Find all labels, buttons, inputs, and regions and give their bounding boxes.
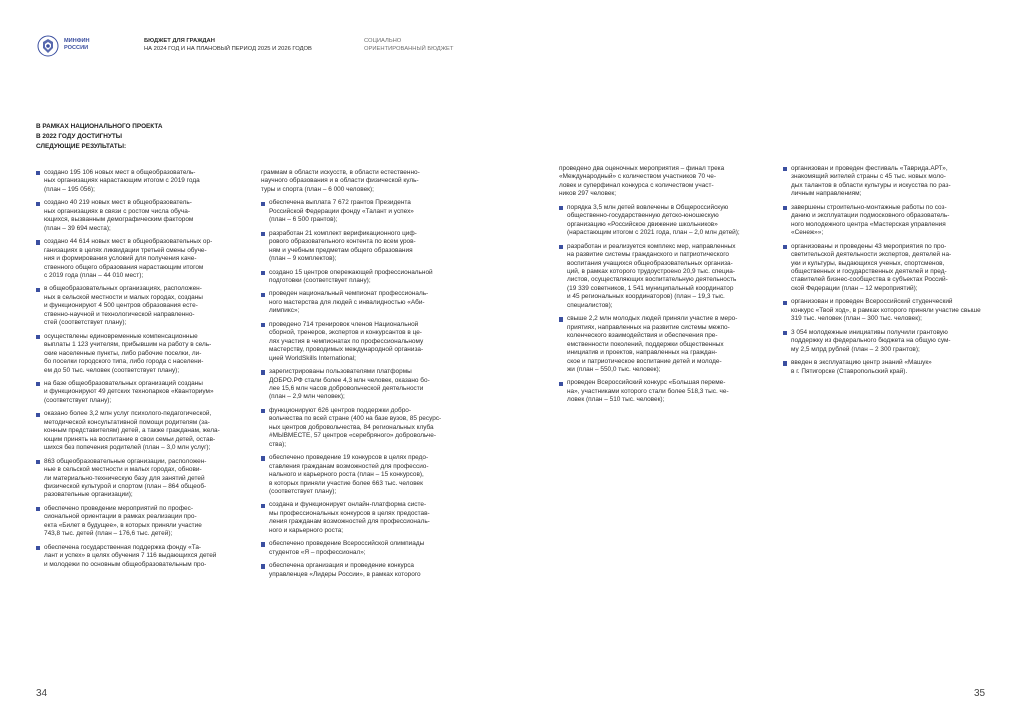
text-line: личным направлениям; bbox=[791, 190, 862, 198]
text-line: физической культурой и спортом (план – 864 общеоб- bbox=[44, 482, 207, 490]
text-line: организованы и проведены 43 мероприятия по про- bbox=[791, 242, 947, 250]
bullet-square-icon bbox=[261, 370, 265, 374]
bullet-square-icon bbox=[261, 293, 265, 297]
text-line: проведен Всероссийский конкурс «Большая переме- bbox=[567, 379, 726, 387]
text-line: выплаты 1 123 учителям, прибывшим на работу в сель- bbox=[44, 341, 212, 349]
page-number-right: 35 bbox=[974, 688, 986, 699]
bullet-square-icon bbox=[36, 288, 40, 292]
text-line: ставления гражданам возможностей для профессио- bbox=[269, 462, 429, 470]
list-item bbox=[559, 379, 770, 404]
text-line: обеспечено проведение мероприятий по профес- bbox=[44, 504, 193, 512]
text-line: вольчества по всей стране (400 на базе вузов, 85 ресурс- bbox=[269, 415, 442, 423]
column-4 bbox=[783, 165, 994, 376]
text-line: на базе общеобразовательных организаций созданы bbox=[44, 379, 203, 387]
bullet-square-icon bbox=[36, 507, 40, 511]
text-line: подготовки (соответствует плану); bbox=[269, 276, 371, 284]
text-line: ли материально-техническую базу для занятий детей bbox=[44, 474, 205, 482]
list-item bbox=[36, 285, 247, 327]
bullet-square-icon bbox=[261, 456, 265, 460]
list-item bbox=[36, 380, 247, 405]
bullet-square-icon bbox=[261, 504, 265, 508]
text-line: общественно-государственную детско-юношескую bbox=[567, 212, 719, 220]
text-line: му 2,5 млрд рублей (план – 2 300 грантов); bbox=[791, 345, 920, 353]
text-line: ления гражданам возможностей для профессиональ- bbox=[269, 518, 430, 526]
page-number-left: 34 bbox=[36, 688, 48, 699]
text-line: ющим принять на воспитание в свои семьи детей, остав- bbox=[44, 435, 216, 443]
bullet-square-icon bbox=[261, 271, 265, 275]
text-line: методической консультативной помощи родителям (за- bbox=[44, 418, 210, 426]
text-line: ловек и суперфинал конкурса с количеством участ- bbox=[559, 181, 714, 189]
text-line: ников 297 человек; bbox=[559, 190, 617, 198]
bullet-square-icon bbox=[36, 382, 40, 386]
text-line: «Сенеж»»; bbox=[791, 229, 824, 237]
text-line: управленцев «Лидеры России», в рамках которого bbox=[269, 570, 421, 578]
bullet-square-icon bbox=[36, 460, 40, 464]
text-line: светительской деятельности экспертов, деятелей на- bbox=[791, 251, 952, 259]
list-item bbox=[261, 562, 472, 579]
text-line: сиональной ориентации в рамках реализации про- bbox=[44, 513, 197, 521]
text-line: конным представителям) детей, а также гражданам, жела- bbox=[44, 427, 220, 435]
list-item bbox=[783, 329, 994, 354]
text-line: ного и карьерного роста; bbox=[269, 526, 344, 534]
text-line: граммам в области искусств, в области естественно- bbox=[261, 169, 420, 176]
bullet-square-icon bbox=[559, 245, 563, 249]
text-line: ных организациях в связи с ростом числа обуча- bbox=[44, 207, 190, 215]
text-line: «Международный» с количеством участников 70 че- bbox=[559, 173, 716, 181]
list-item bbox=[783, 243, 994, 294]
list-item bbox=[36, 458, 247, 500]
text-line: ного мастерства для людей с инвалидностью «Аби- bbox=[269, 298, 425, 306]
text-line: (нарастающим итогом с 2021 года, план – 2,0 млн детей); bbox=[567, 229, 740, 237]
right-page bbox=[512, 0, 1024, 724]
section-title: В РАМКАХ НАЦИОНАЛЬНОГО ПРОЕКТА В 2022 ГОДУ ДОСТИГНУТЫ СЛЕДУЮЩИЕ РЕЗУЛЬТАТЫ: bbox=[36, 123, 163, 150]
text-line: уки и культуры, выдающихся ученых, спортсменов, bbox=[791, 259, 945, 267]
bullet-square-icon bbox=[559, 382, 563, 386]
text-line: конкурс «Твой ход», в рамках которого приняли участие свыше bbox=[791, 306, 981, 314]
text-line: на развитие системы гражданского и патриотического bbox=[567, 251, 730, 259]
text-line: коленческого взаимодействия и обеспечения пре- bbox=[567, 332, 718, 340]
text-line: (19 339 советников, 1 541 муниципальный координатор bbox=[567, 284, 734, 292]
text-line: ДОБРО.РФ стали более 4,3 млн человек, оказано бо- bbox=[269, 376, 430, 384]
text-line: 3 054 молодежные инициативы получили грантовую bbox=[791, 328, 948, 336]
text-line: проведено два оценочных мероприятия – финал трека bbox=[559, 165, 725, 172]
list-item bbox=[261, 368, 472, 402]
bullet-square-icon bbox=[261, 232, 265, 236]
text-line: зарегистрированы пользователями платформы bbox=[269, 368, 412, 376]
text-line: 863 общеобразовательные организации, расположен- bbox=[44, 457, 207, 465]
text-line: организацию «Российское движение школьников» bbox=[567, 220, 718, 228]
text-line: осуществлены единовременные компенсационные bbox=[44, 332, 198, 340]
list-item bbox=[261, 501, 472, 535]
list-item bbox=[261, 269, 472, 286]
text-line: лее 15,6 млн часов добровольческой деятельности bbox=[269, 384, 424, 392]
text-line: ское и патриотическое воспитание детей и молоде- bbox=[567, 357, 722, 365]
text-line: шихся без попечения родителей (план – 3,0 млн услуг); bbox=[44, 444, 211, 452]
text-line: данию и эксплуатации подмосковного образователь- bbox=[791, 212, 950, 220]
text-line: ням и учебным предметам общего образования bbox=[269, 246, 413, 254]
text-line: мы профессиональных конкурсов в целях предостав- bbox=[269, 509, 430, 517]
list-item bbox=[559, 204, 770, 238]
text-line: разработан 21 комплект верификационного циф- bbox=[269, 229, 417, 237]
text-line: завершены строительно-монтажные работы по соз- bbox=[791, 203, 947, 211]
text-line: ские населенные пункты, либо рабочие поселки, ли- bbox=[44, 349, 202, 357]
bullet-square-icon bbox=[783, 301, 787, 305]
list-item bbox=[261, 321, 472, 363]
bullet-square-icon bbox=[36, 413, 40, 417]
bullet-square-icon bbox=[36, 171, 40, 175]
bullet-square-icon bbox=[36, 202, 40, 206]
bullet-square-icon bbox=[36, 240, 40, 244]
bullet-square-icon bbox=[261, 323, 265, 327]
text-line: (план – 39 694 места); bbox=[44, 224, 111, 232]
text-line: обеспечена выплата 7 672 грантов Президента bbox=[269, 199, 411, 207]
text-line: организован и проведен Всероссийский студенческий bbox=[791, 298, 953, 306]
text-line: лант и успех» в целях обучения 7 116 выдающихся детей bbox=[44, 552, 217, 560]
bullet-square-icon bbox=[783, 206, 787, 210]
list-item bbox=[261, 454, 472, 496]
text-line: знакомящий жителей страны с 45 тыс. новых моло- bbox=[791, 173, 946, 181]
bullet-square-icon bbox=[36, 335, 40, 339]
text-line: #МЫВМЕСТЕ, 57 центров «серебряного» добровольче- bbox=[269, 432, 437, 440]
text-line: ций, в рамках которого трудоустроено 20,9 тыс. специа- bbox=[567, 267, 735, 275]
text-line: создано 40 219 новых мест в общеобразователь- bbox=[44, 199, 192, 207]
text-line: на», участниками которого стали более 518,3 тыс. че- bbox=[567, 387, 729, 395]
text-line: обеспечено проведение Всероссийской олимпиады bbox=[269, 540, 425, 548]
text-line: (соответствует плану); bbox=[44, 396, 112, 404]
bullet-square-icon bbox=[783, 167, 787, 171]
text-line: ской Федерации (план – 12 мероприятий); bbox=[791, 284, 918, 292]
text-line: студентов «Я – профессионал»; bbox=[269, 548, 366, 556]
text-line: обеспечена организация и проведение конкурса bbox=[269, 562, 415, 570]
text-line: (соответствует плану); bbox=[269, 487, 337, 495]
text-line: научного образования и в области физической куль- bbox=[261, 177, 419, 185]
list-item bbox=[261, 230, 472, 264]
continued-text bbox=[261, 169, 472, 194]
list-item bbox=[559, 315, 770, 374]
text-line: ния и формирования условий для получения каче- bbox=[44, 255, 197, 263]
text-line: воспитания учащихся общеобразовательных организа- bbox=[567, 259, 733, 267]
text-line: туры и спорта (план – 6 000 человек); bbox=[261, 185, 374, 193]
text-line: екта «Билет в будущее», в которых приняли участие bbox=[44, 521, 202, 529]
text-line: рового образовательного контента по всем уров- bbox=[269, 238, 416, 246]
text-line: ственно-научной и технологической направленно- bbox=[44, 310, 195, 318]
text-line: стей (соответствует плану); bbox=[44, 319, 127, 327]
text-line: с 2019 года (план – 44 010 мест); bbox=[44, 271, 144, 279]
text-line: создана и функционирует онлайн-платформа систе- bbox=[269, 501, 427, 509]
text-line: свыше 2,2 млн молодых людей приняли участие в меро- bbox=[567, 315, 738, 323]
text-line: ственного общего образования нарастающим итогом bbox=[44, 263, 204, 271]
text-line: Российской Федерации фонду «Талант и успех» bbox=[269, 207, 414, 215]
text-line: ных центров добровольчества, 84 региональных клуба bbox=[269, 423, 434, 431]
text-line: нального и карьерного роста (план – 15 конкурсов), bbox=[269, 471, 424, 479]
bullet-square-icon bbox=[36, 546, 40, 550]
bullet-square-icon bbox=[261, 542, 265, 546]
doc-title: БЮДЖЕТ ДЛЯ ГРАЖДАН НА 2024 ГОД И НА ПЛАНОВЫЙ ПЕРИОД 2025 И 2026 ГОДОВ bbox=[144, 38, 312, 52]
text-line: поддержку из федерального бюджета на общую сум- bbox=[791, 337, 951, 345]
text-line: обеспечена государственная поддержка фонду «Та- bbox=[44, 543, 202, 551]
text-line: ловек (план – 510 тыс. человек); bbox=[567, 396, 665, 404]
text-line: мастерству, проводимых международной организа- bbox=[269, 346, 424, 354]
text-line: введен в эксплуатацию центр знаний «Машук» bbox=[791, 359, 932, 367]
text-line: инициатив и проектов, направленных на граждан- bbox=[567, 349, 718, 357]
text-line: и 45 региональных координаторов) (план – 19,3 тыс. bbox=[567, 293, 725, 301]
text-line: в г. Пятигорске (Ставропольский край). bbox=[791, 367, 908, 375]
bullet-square-icon bbox=[261, 564, 265, 568]
text-line: оказано более 3,2 млн услуг психолого-педагогической, bbox=[44, 410, 212, 418]
text-line: ства); bbox=[269, 440, 287, 448]
column-3 bbox=[559, 165, 770, 405]
list-item bbox=[36, 238, 247, 280]
text-line: емственности поколений, поддержки общественных bbox=[567, 340, 724, 348]
continued-text bbox=[559, 165, 770, 199]
list-item bbox=[261, 407, 472, 449]
text-line: сборной, тренеров, экспертов и конкурсантов в це- bbox=[269, 329, 422, 337]
list-item bbox=[261, 199, 472, 224]
text-line: (план – 9 комплектов); bbox=[269, 255, 337, 263]
list-item bbox=[261, 290, 472, 315]
bullet-square-icon bbox=[783, 245, 787, 249]
list-item bbox=[783, 165, 994, 199]
text-line: ного молодежного центра «Мастерская управления bbox=[791, 220, 946, 228]
list-item bbox=[261, 540, 472, 557]
text-line: ных в сельской местности и малых городах, созданы bbox=[44, 293, 203, 301]
list-item bbox=[36, 544, 247, 569]
text-line: (план – 195 056); bbox=[44, 185, 95, 193]
text-line: обеспечено проведение 19 конкурсов в целях предо- bbox=[269, 454, 429, 462]
list-item bbox=[36, 505, 247, 539]
text-line: и функционируют 4 500 центров образования есте- bbox=[44, 302, 198, 310]
bullet-square-icon bbox=[261, 202, 265, 206]
text-line: лимпикс»; bbox=[269, 307, 300, 315]
text-line: ющихся, вызванным демографическим фактором bbox=[44, 216, 194, 224]
text-line: создано 44 614 новых мест в общеобразовательных ор- bbox=[44, 238, 213, 246]
text-line: разработан и реализуется комплекс мер, направленных bbox=[567, 242, 736, 250]
text-line: листов, осуществляющих воспитательную деятельность bbox=[567, 276, 737, 284]
text-line: ставителей бизнес-сообщества в субъектах Россий- bbox=[791, 276, 948, 284]
text-line: создано 195 106 новых мест в общеобразователь- bbox=[44, 169, 196, 176]
text-line: цией WorldSkills International; bbox=[269, 354, 356, 362]
text-line: жи (план – 550,0 тыс. человек); bbox=[567, 365, 661, 373]
column-1 bbox=[36, 169, 247, 569]
text-line: функционируют 626 центров поддержки добро- bbox=[269, 406, 412, 414]
text-line: и функционируют 49 детских технопарков «Кванториум» bbox=[44, 388, 214, 396]
bullet-square-icon bbox=[559, 206, 563, 210]
text-line: ных организациях нарастающим итогом с 2019 года bbox=[44, 177, 200, 185]
text-line: (план – 6 500 грантов); bbox=[269, 216, 338, 224]
list-item bbox=[36, 410, 247, 452]
list-item bbox=[36, 169, 247, 194]
text-line: проведено 714 тренировок членов Национальной bbox=[269, 320, 419, 328]
text-line: 319 тыс. человек (план – 300 тыс. человек); bbox=[791, 315, 922, 323]
doc-subtitle: СОЦИАЛЬНО ОРИЕНТИРОВАННЫЙ БЮДЖЕТ bbox=[364, 38, 454, 52]
list-item bbox=[783, 298, 994, 323]
text-line: разовательные организации); bbox=[44, 491, 133, 499]
page-header bbox=[36, 34, 496, 58]
logo-text: МИНФИН РОССИИ bbox=[64, 38, 90, 51]
list-item bbox=[36, 333, 247, 375]
bullet-square-icon bbox=[559, 317, 563, 321]
text-line: создано 15 центров опережающей профессиональной bbox=[269, 268, 433, 276]
text-line: ганизациях в целях ликвидации третьей смены обуче- bbox=[44, 246, 207, 254]
column-2 bbox=[261, 169, 472, 579]
bullet-square-icon bbox=[783, 361, 787, 365]
text-line: порядка 3,5 млн детей вовлечены в Общероссийскую bbox=[567, 203, 729, 211]
text-line: ем до 50 тыс. человек (соответствует плану); bbox=[44, 366, 180, 374]
text-line: 743,8 тыс. детей (план – 176,6 тыс. детей); bbox=[44, 530, 173, 538]
text-line: общественных и государственных деятелей и пред- bbox=[791, 267, 947, 275]
text-line: бо поселки городского типа, либо города с населени- bbox=[44, 358, 204, 366]
list-item bbox=[559, 243, 770, 311]
bullet-square-icon bbox=[261, 409, 265, 413]
emblem-logo-icon bbox=[36, 34, 60, 58]
text-line: в которых приняли участие более 663 тыс. человек bbox=[269, 479, 423, 487]
text-line: специалистов); bbox=[567, 301, 613, 309]
list-item bbox=[783, 359, 994, 376]
text-line: приятиях, направленных на развитие системы межпо- bbox=[567, 323, 730, 331]
text-line: лях участия в чемпионатах по профессиональному bbox=[269, 337, 424, 345]
list-item bbox=[783, 204, 994, 238]
text-line: ные в сельской местности и малых городах, обнови- bbox=[44, 466, 202, 474]
text-line: дых талантов в области культуры и искусства по раз- bbox=[791, 181, 951, 189]
bullet-square-icon bbox=[783, 331, 787, 335]
text-line: в общеобразовательных организациях, расположен- bbox=[44, 285, 202, 293]
text-line: организован и проведен фестиваль «Таврида.АРТ», bbox=[791, 165, 948, 172]
list-item bbox=[36, 199, 247, 233]
text-line: и молодежи по основным общеобразовательным про- bbox=[44, 560, 207, 568]
text-line: (план – 2,9 млн человек); bbox=[269, 393, 345, 401]
text-line: проведен национальный чемпионат профессиональ- bbox=[269, 290, 429, 298]
